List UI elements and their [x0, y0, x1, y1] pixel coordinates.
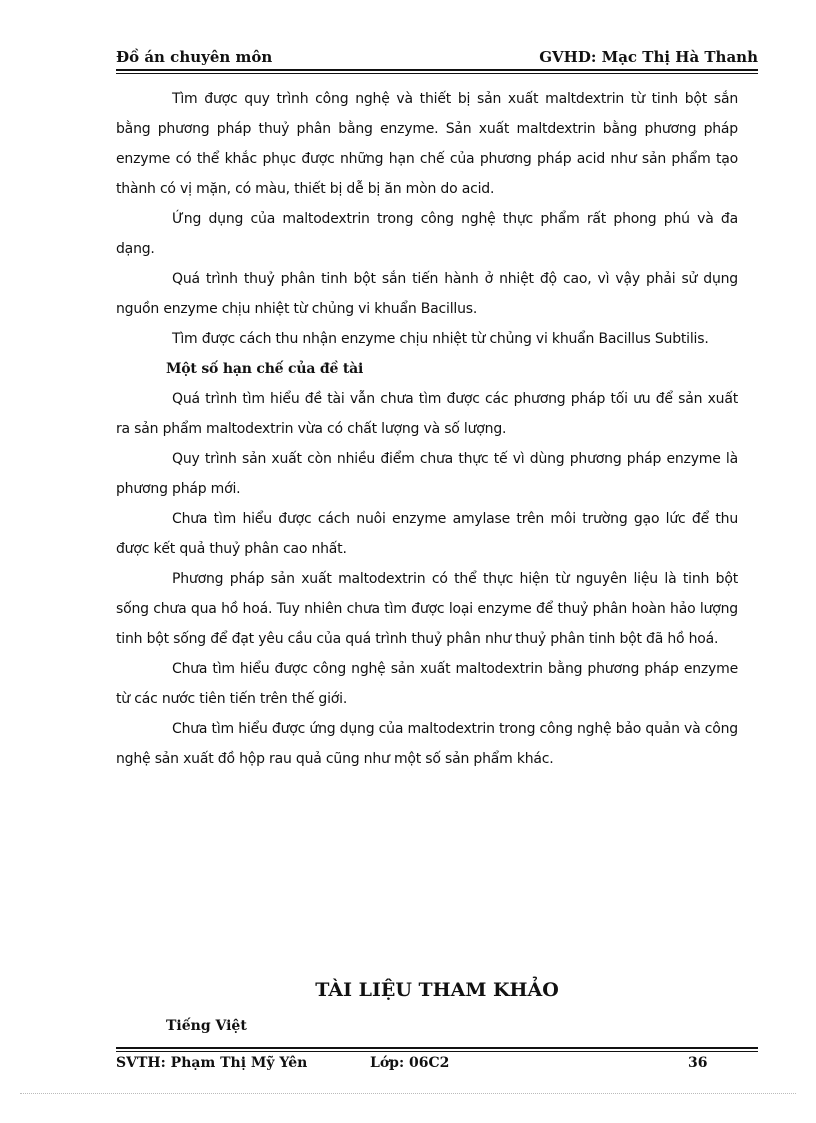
header-rule-thin: [116, 73, 758, 74]
paragraph: Chưa tìm hiểu được công nghệ sản xuất maltodextrin bằng phương pháp enzyme từ các nước tiên tiến trên thế giới.: [116, 661, 738, 707]
paragraph: Chưa tìm hiểu được ứng dụng của maltodextrin trong công nghệ bảo quản và công nghệ sản xuất đồ hộp rau quả cũng như một số sản phẩm khác.: [116, 721, 738, 767]
paragraph: Quy trình sản xuất còn nhiều điểm chưa thực tế vì dùng phương pháp enzyme là phương pháp mới.: [116, 451, 738, 497]
body-text: [116, 84, 738, 774]
page-number: 36: [688, 1055, 708, 1071]
paragraph: Ứng dụng của maltodextrin trong công nghệ thực phẩm rất phong phú và đa dạng.: [116, 211, 738, 257]
paragraph: Tìm được cách thu nhận enzyme chịu nhiệt từ chủng vi khuẩn Bacillus Subtilis.: [172, 331, 709, 347]
header-document-type: Đồ án chuyên môn: [116, 48, 273, 66]
footer-class: Lớp: 06C2: [370, 1055, 450, 1071]
references-subtitle: Tiếng Việt: [166, 1018, 247, 1034]
header-supervisor: GVHD: Mạc Thị Hà Thanh: [539, 48, 758, 66]
references-title: TÀI LIỆU THAM KHẢO: [315, 979, 559, 1001]
footer-rule-thick: [116, 1047, 758, 1049]
header-rule-thick: [116, 69, 758, 71]
footer-student: SVTH: Phạm Thị Mỹ Yên: [116, 1055, 308, 1071]
limitations-heading: Một số hạn chế của đề tài: [166, 361, 364, 377]
page-boundary-divider: [20, 1093, 796, 1094]
paragraph: Chưa tìm hiểu được cách nuôi enzyme amylase trên môi trường gạo lức để thu được kết quả thuỷ phân cao nhất.: [116, 511, 738, 557]
page-header: [116, 48, 758, 68]
paragraph: Quá trình thuỷ phân tinh bột sắn tiến hành ở nhiệt độ cao, vì vậy phải sử dụng nguồn enzyme chịu nhiệt từ chủng vi khuẩn Bacillus.: [116, 271, 738, 317]
page-footer: [116, 1055, 758, 1075]
paragraph: Tìm được quy trình công nghệ và thiết bị sản xuất maltdextrin từ tinh bột sắn bằng phương pháp thuỷ phân bằng enzyme. Sản xuất maltdextrin bằng phương pháp enzyme có thể khắc phục được những hạn chế của phương pháp acid như sản phẩm tạo thành có vị mặn, có màu, thiết bị dễ bị ăn mòn do acid.: [116, 91, 738, 197]
footer-rule-thin: [116, 1051, 758, 1052]
paragraph: Phương pháp sản xuất maltodextrin có thể thực hiện từ nguyên liệu là tinh bột sống chưa qua hồ hoá. Tuy nhiên chưa tìm được loại enzyme để thuỷ phân hoàn hảo lượng tinh bột sống để đạt yêu cầu của quá trình thuỷ phân như thuỷ phân tinh bột đã hồ hoá.: [116, 571, 738, 647]
paragraph: Quá trình tìm hiểu đề tài vẫn chưa tìm được các phương pháp tối ưu để sản xuất ra sản phẩm maltodextrin vừa có chất lượng và số lượng.: [116, 391, 738, 437]
